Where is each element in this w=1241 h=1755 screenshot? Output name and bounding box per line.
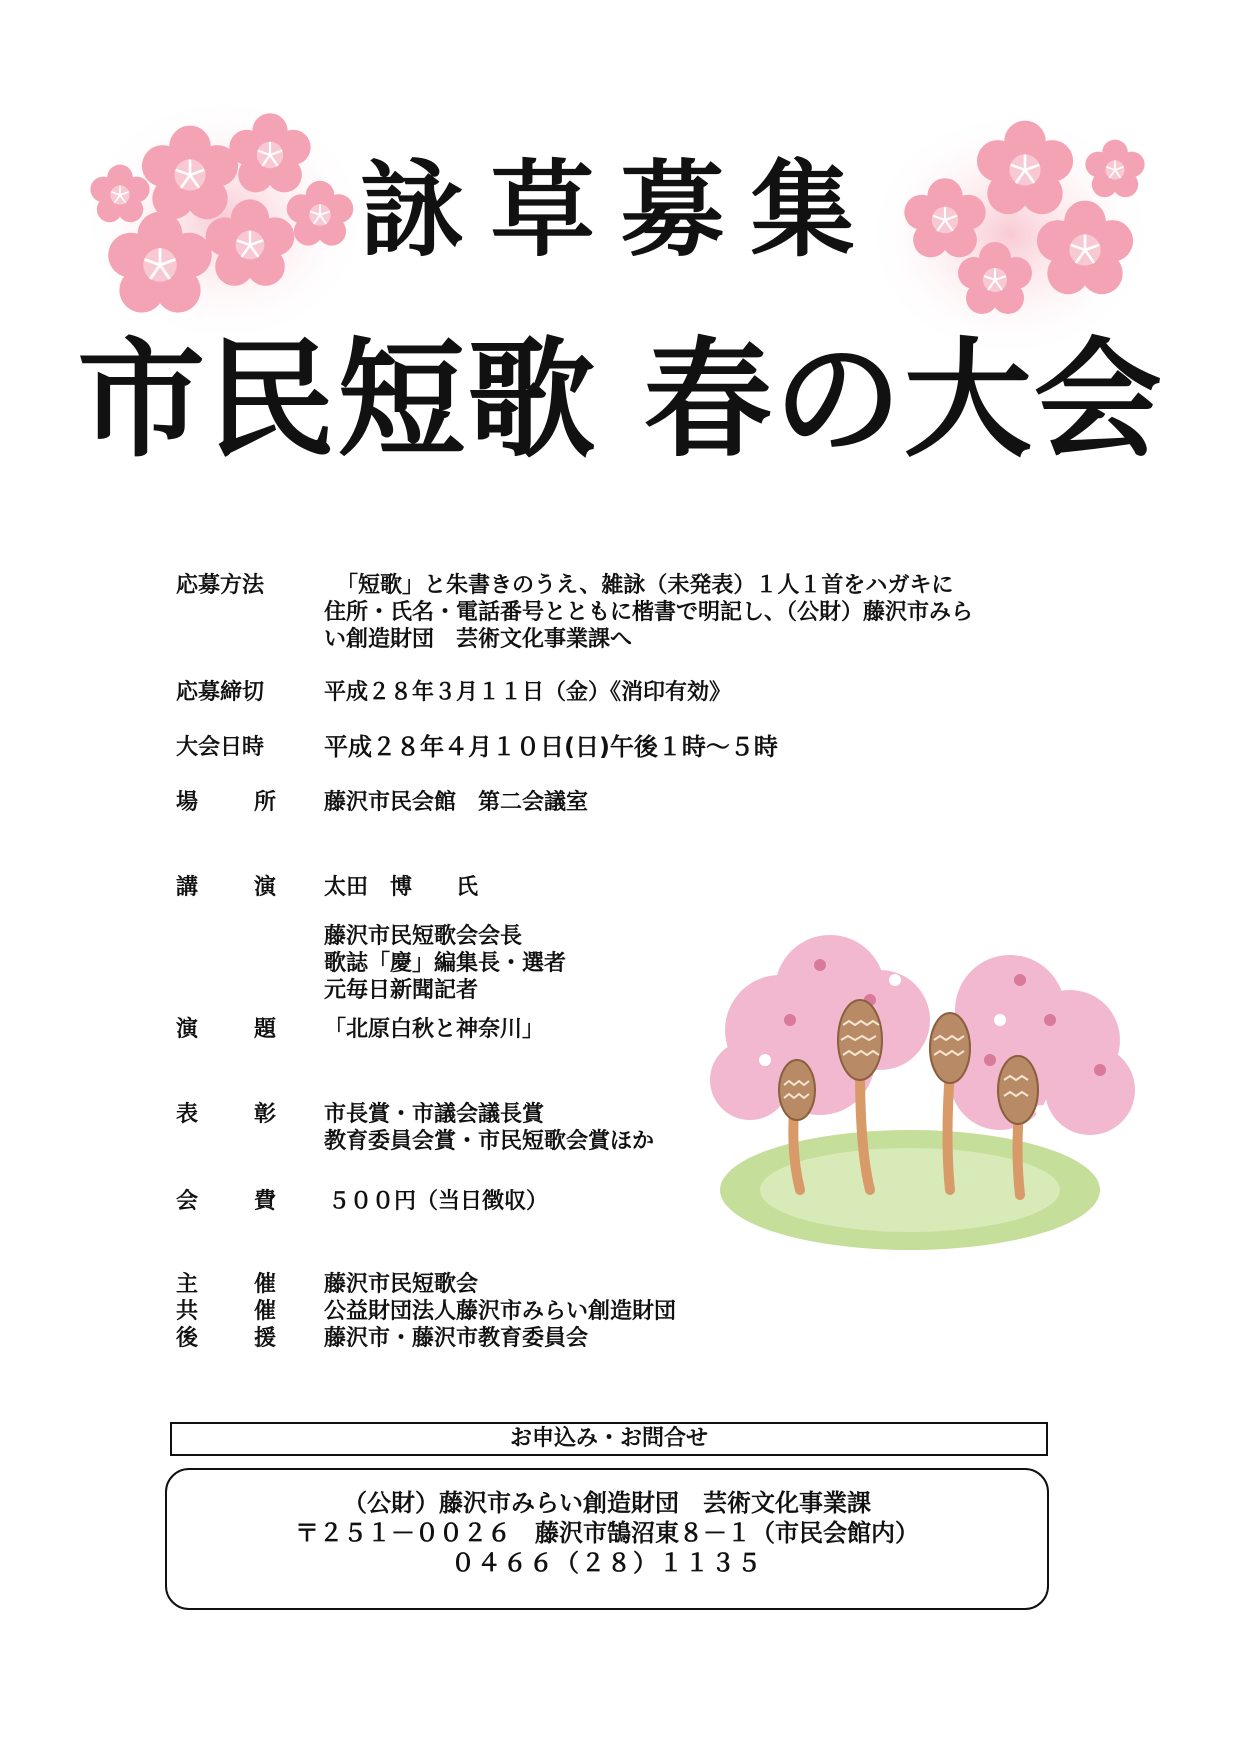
- contact-address: 〒２５１－００２６ 藤沢市鵠沼東８－１（市民会館内）: [295, 1519, 919, 1547]
- label-support: [176, 1325, 276, 1352]
- method-line: 住所・氏名・電話番号とともに楷書で明記し、（公財）藤沢市みら: [324, 600, 974, 625]
- label-venue: [176, 789, 276, 816]
- label-fee: [176, 1188, 276, 1215]
- label-char: 共: [176, 1299, 199, 1324]
- contact-box: [165, 1468, 1049, 1610]
- label-awards: [176, 1101, 276, 1128]
- label-char: 費: [253, 1189, 276, 1214]
- label-char: 演: [253, 875, 276, 900]
- value-organizer: 藤沢市民短歌会: [324, 1272, 479, 1297]
- label-lecture: [176, 874, 276, 901]
- lecturer-name: 太田 博 氏: [324, 875, 479, 900]
- label-char: 表: [176, 1102, 199, 1127]
- contact-org: （公財）藤沢市みらい創造財団 芸術文化事業課: [343, 1489, 871, 1517]
- contact-phone: ０４６６（２８）１１３５: [451, 1549, 763, 1577]
- label-char: 彰: [253, 1102, 276, 1127]
- value-fee: ５００円（当日徴収）: [328, 1189, 549, 1214]
- value-co-organizer: 公益財団法人藤沢市みらい創造財団: [324, 1299, 677, 1324]
- label-char: 演: [176, 1017, 199, 1042]
- label-char: 講: [176, 875, 199, 900]
- value-venue: 藤沢市民会館 第二会議室: [324, 790, 589, 815]
- label-char: 後: [176, 1326, 199, 1351]
- label-char: 援: [253, 1326, 276, 1351]
- spring-horsetail-illustration: [710, 920, 1165, 1265]
- value-topic: 「北原白秋と神奈川」: [324, 1017, 545, 1042]
- label-organizer: [176, 1271, 276, 1298]
- label-method: 応募方法: [176, 573, 265, 598]
- label-char: 主: [176, 1272, 199, 1297]
- label-char: 所: [253, 790, 276, 815]
- lecturer-title: 藤沢市民短歌会会長: [324, 924, 523, 949]
- value-datetime: 平成２８年４月１０日(日)午後１時～５時: [324, 733, 778, 761]
- label-char: 題: [253, 1017, 276, 1042]
- label-char: 催: [253, 1299, 276, 1324]
- label-char: 催: [253, 1272, 276, 1297]
- label-topic: [176, 1016, 276, 1043]
- value-support: 藤沢市・藤沢市教育委員会: [324, 1326, 589, 1351]
- label-datetime: 大会日時: [176, 735, 265, 760]
- value-method: [324, 572, 1124, 653]
- award-line: 教育委員会賞・市民短歌会賞ほか: [324, 1129, 655, 1154]
- value-deadline: 平成２８年３月１１日（金）《消印有効》: [324, 680, 732, 705]
- award-line: 市長賞・市議会議長賞: [324, 1102, 545, 1127]
- label-co-organizer: [176, 1298, 276, 1325]
- title-line-2: 市民短歌 春の大会: [77, 325, 1164, 475]
- method-line: い創造財団 芸術文化事業課へ: [324, 627, 633, 652]
- method-line: 「短歌」と朱書きのうえ、雑詠（未発表）１人１首をハガキに: [336, 573, 954, 598]
- label-char: 会: [176, 1189, 199, 1214]
- title-line-1: 詠草募集: [360, 148, 881, 271]
- lecturer-title: 元毎日新聞記者: [324, 978, 479, 1003]
- label-deadline: 応募締切: [176, 680, 265, 705]
- label-char: 場: [176, 790, 199, 815]
- contact-heading: お申込み・お問合せ: [170, 1422, 1048, 1456]
- lecturer-title: 歌誌「慶」編集長・選者: [324, 951, 567, 976]
